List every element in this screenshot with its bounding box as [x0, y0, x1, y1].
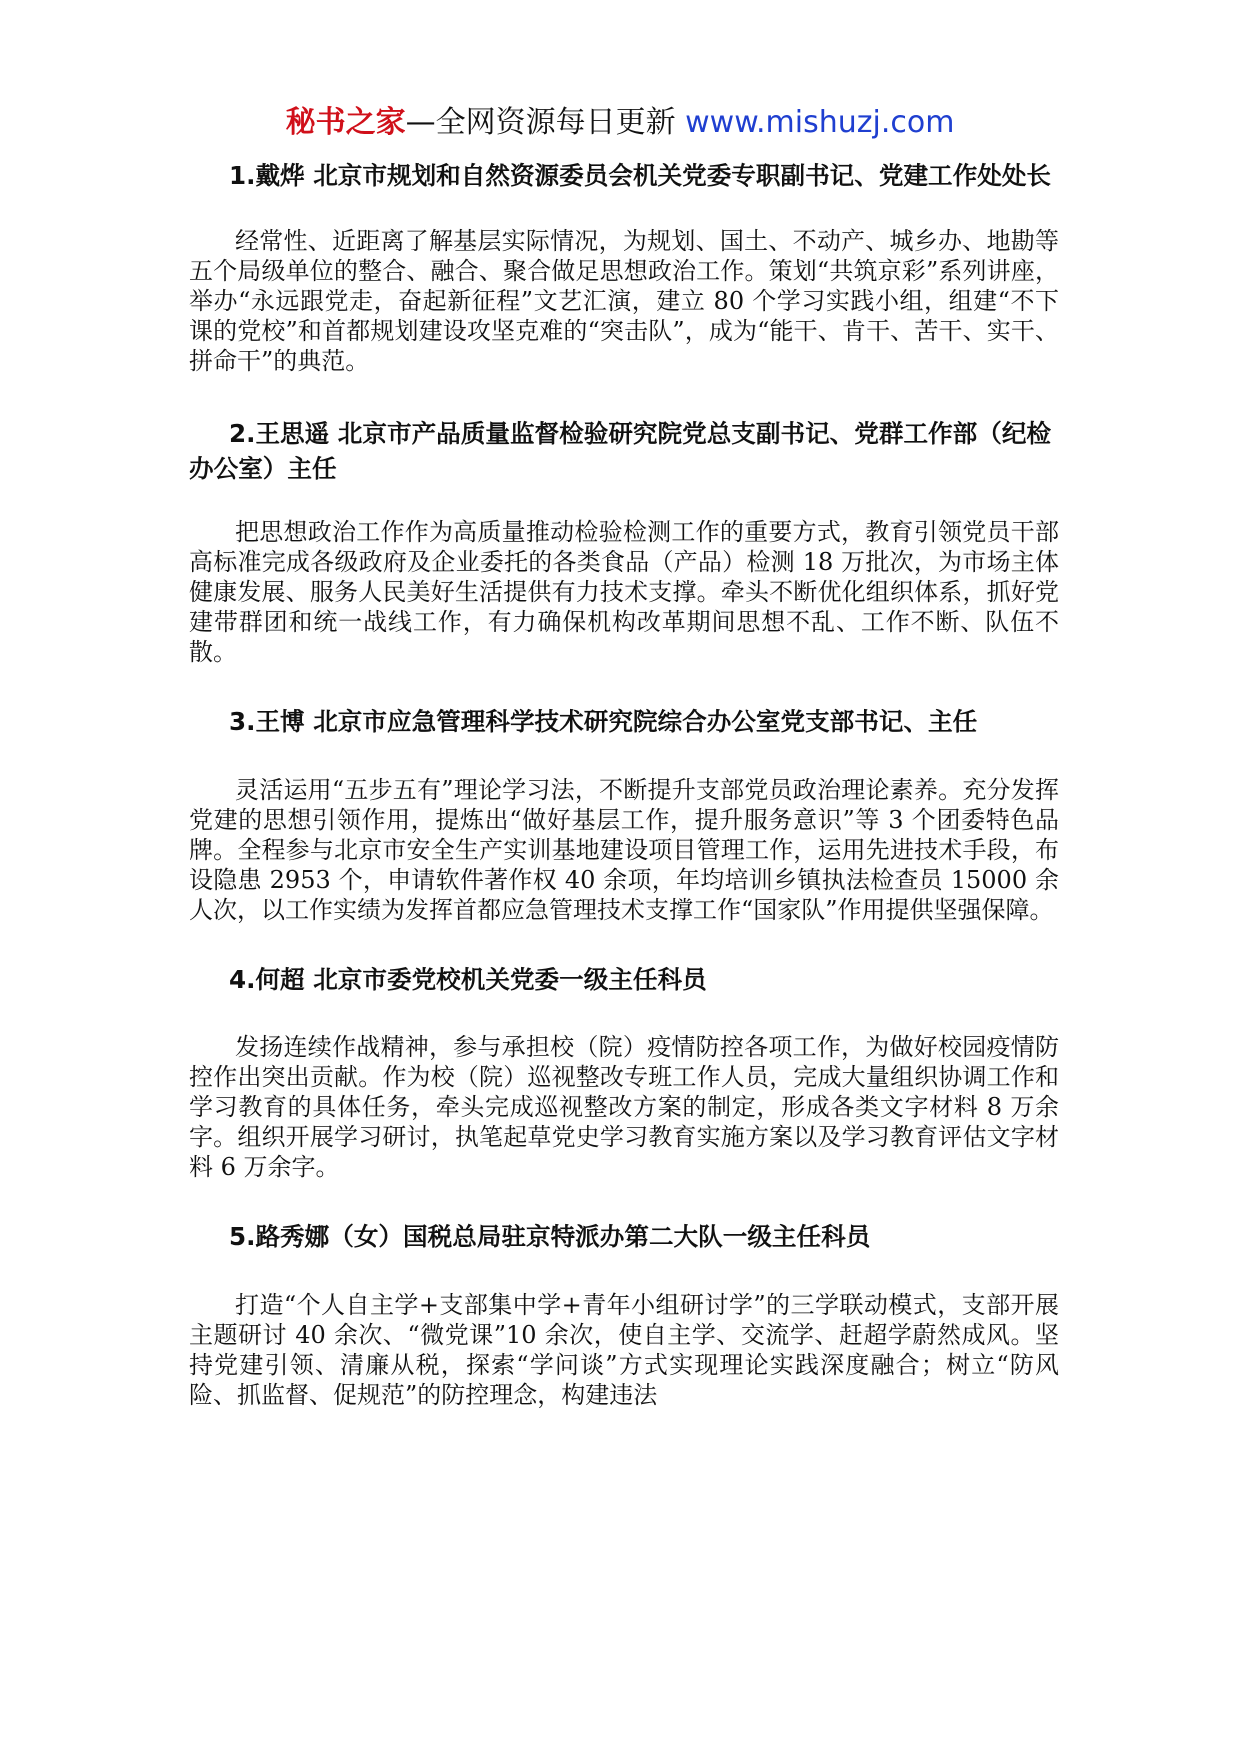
- page-header: [0, 100, 1240, 146]
- section-heading-1: 1.戴烨 北京市规划和自然资源委员会机关党委专职副书记、党建工作处处长: [229, 161, 1052, 190]
- section-paragraph-1: 经常性、近距离了解基层实际情况，为规划、国土、不动产、城乡办、地勘等五个局级单位的整合、融合、聚合做足思想政治工作。策划“共筑京彩”系列讲座，举办“永远跟党走，奋起新征程”文艺汇演，建立 80 个学习实践小组，组建“不下课的党校”和首都规划建设攻坚克难的“突击队”，成为“能干、肯干、苦干、实干、拼命干”的典范。: [189, 227, 1059, 375]
- section-paragraph-2: 把思想政治工作作为高质量推动检验检测工作的重要方式，教育引领党员干部高标准完成各级政府及企业委托的各类食品（产品）检测 18 万批次，为市场主体健康发展、服务人民美好生活提供有力技术支撑。牵头不断优化组织体系，抓好党建带群团和统一战线工作，有力确保机构改革期间思想不乱、工作不断、队伍不散。: [189, 518, 1059, 666]
- section-paragraph-3: 灵活运用“五步五有”理论学习法，不断提升支部党员政治理论素养。充分发挥党建的思想引领作用，提炼出“做好基层工作，提升服务意识”等 3 个团委特色品牌。全程参与北京市安全生产实训基地建设项目管理工作，运用先进技术手段，布设隐患 2953 个，申请软件著作权 40 余项，年均培训乡镇执法检查员 15000 余人次，以工作实绩为发挥首都应急管理技术支撑工作“国家队”作用提供坚强保障。: [189, 776, 1059, 924]
- section-heading-5: 5.路秀娜（女）国税总局驻京特派办第二大队一级主任科员: [229, 1222, 871, 1251]
- brand-name: 秘书之家: [285, 105, 406, 140]
- site-url-link[interactable]: www.mishuzj.com: [685, 105, 955, 140]
- section-heading-4: 4.何超 北京市委党校机关党委一级主任科员: [229, 965, 707, 994]
- section-heading-2: 2.王思遥 北京市产品质量监督检验研究院党总支副书记、党群工作部（纪检办公室）主任: [189, 419, 1052, 483]
- document-body: [189, 158, 1059, 1410]
- section-paragraph-5: 打造“个人自主学+支部集中学+青年小组研讨学”的三学联动模式，支部开展主题研讨 40 余次、“微党课”10 余次，使自主学、交流学、赶超学蔚然成风。坚持党建引领、清廉从税，探索“学问谈”方式实现理论实践深度融合；树立“防风险、抓监督、促规范”的防控理念，构建违法: [189, 1291, 1059, 1409]
- section-heading-3: 3.王博 北京市应急管理科学技术研究院综合办公室党支部书记、主任: [229, 707, 978, 736]
- section-paragraph-4: 发扬连续作战精神，参与承担校（院）疫情防控各项工作，为做好校园疫情防控作出突出贡献。作为校（院）巡视整改专班工作人员，完成大量组织协调工作和学习教育的具体任务，牵头完成巡视整改方案的制定，形成各类文字材料 8 万余字。组织开展学习研讨，执笔起草党史学习教育实施方案以及学习教育评估文字材料 6 万余字。: [189, 1033, 1059, 1181]
- header-tagline: —全网资源每日更新: [405, 105, 686, 140]
